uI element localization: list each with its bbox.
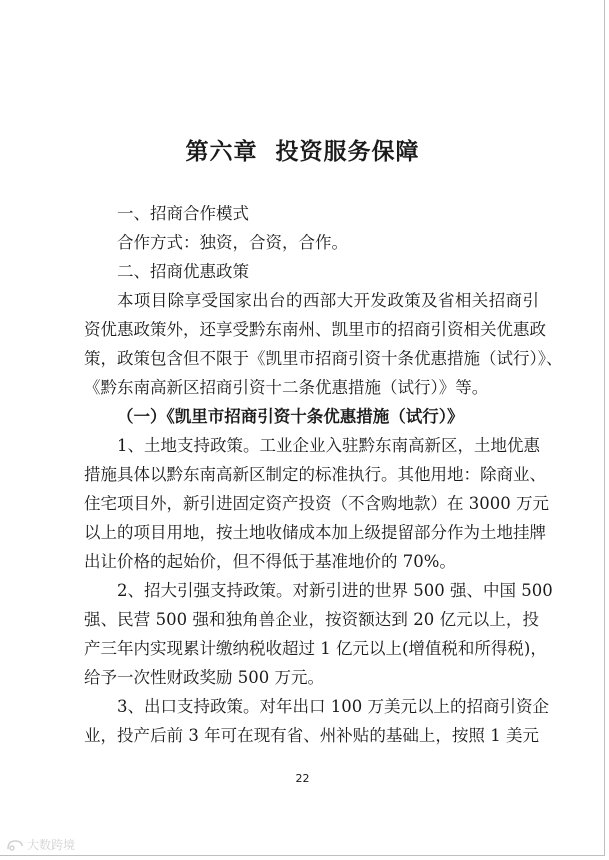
paragraph-line: 本项目除享受国家出台的西部大开发政策及省相关招商引 bbox=[117, 291, 539, 310]
paragraph-line: 《黔东南高新区招商引资十二条优惠措施（试行）》等。 bbox=[84, 378, 489, 397]
section-heading: 一、招商合作模式 bbox=[117, 204, 249, 223]
paragraph-line: 业，投产后前 3 年可在现有省、州补贴的基础上，按照 1 美元 bbox=[84, 726, 539, 745]
chapter-title: 第六章 投资服务保障 bbox=[185, 138, 420, 165]
paragraph-line: 住宅项目外，新引进固定资产投资（不含购地款）在 3000 万元 bbox=[84, 494, 549, 513]
body-text bbox=[84, 199, 563, 750]
paragraph-line: 产三年内实现累计缴纳税收超过 1 亿元以上(增值税和所得税)， bbox=[84, 639, 547, 658]
paragraph-line: 出让价格的起始价，但不得低于基准地价的 70%。 bbox=[84, 552, 456, 571]
paragraph-line: 3、出口支持政策。对年出口 100 万美元以上的招商引资企 bbox=[117, 697, 549, 716]
paragraph-line: 以上的项目用地，按土地收储成本加上级提留部分作为土地挂牌 bbox=[84, 523, 546, 542]
paragraph-line: 强、民营 500 强和独角兽企业，按资额达到 20 亿元以上，投 bbox=[84, 610, 539, 629]
paragraph-line: 2、招大引强支持政策。对新引进的世界 500 强、中国 500 bbox=[117, 581, 553, 600]
section-heading: 二、招商优惠政策 bbox=[117, 262, 249, 281]
watermark-text: 大数跨境 bbox=[27, 838, 76, 852]
paragraph-line: 措施具体以黔东南高新区制定的标准执行。其他用地：除商业、 bbox=[84, 465, 546, 484]
sub-heading: （一）《凯里市招商引资十条优惠措施（试行）》 bbox=[117, 407, 464, 426]
watermark bbox=[6, 836, 75, 853]
paragraph-line: 策，政策包含但不限于《凯里市招商引资十条优惠措施（试行）》、 bbox=[84, 349, 563, 368]
page-number: 22 bbox=[295, 772, 310, 785]
paragraph-line: 合作方式：独资，合资，合作。 bbox=[117, 233, 348, 252]
paragraph-line: 给予一次性财政奖励 500 万元。 bbox=[84, 668, 324, 687]
brand-logo-icon bbox=[6, 838, 24, 852]
paragraph-line: 资优惠政策外，还享受黔东南州、凯里市的招商引资相关优惠政 bbox=[84, 320, 546, 339]
paragraph-line: 1、土地支持政策。工业企业入驻黔东南高新区，土地优惠 bbox=[117, 436, 540, 455]
